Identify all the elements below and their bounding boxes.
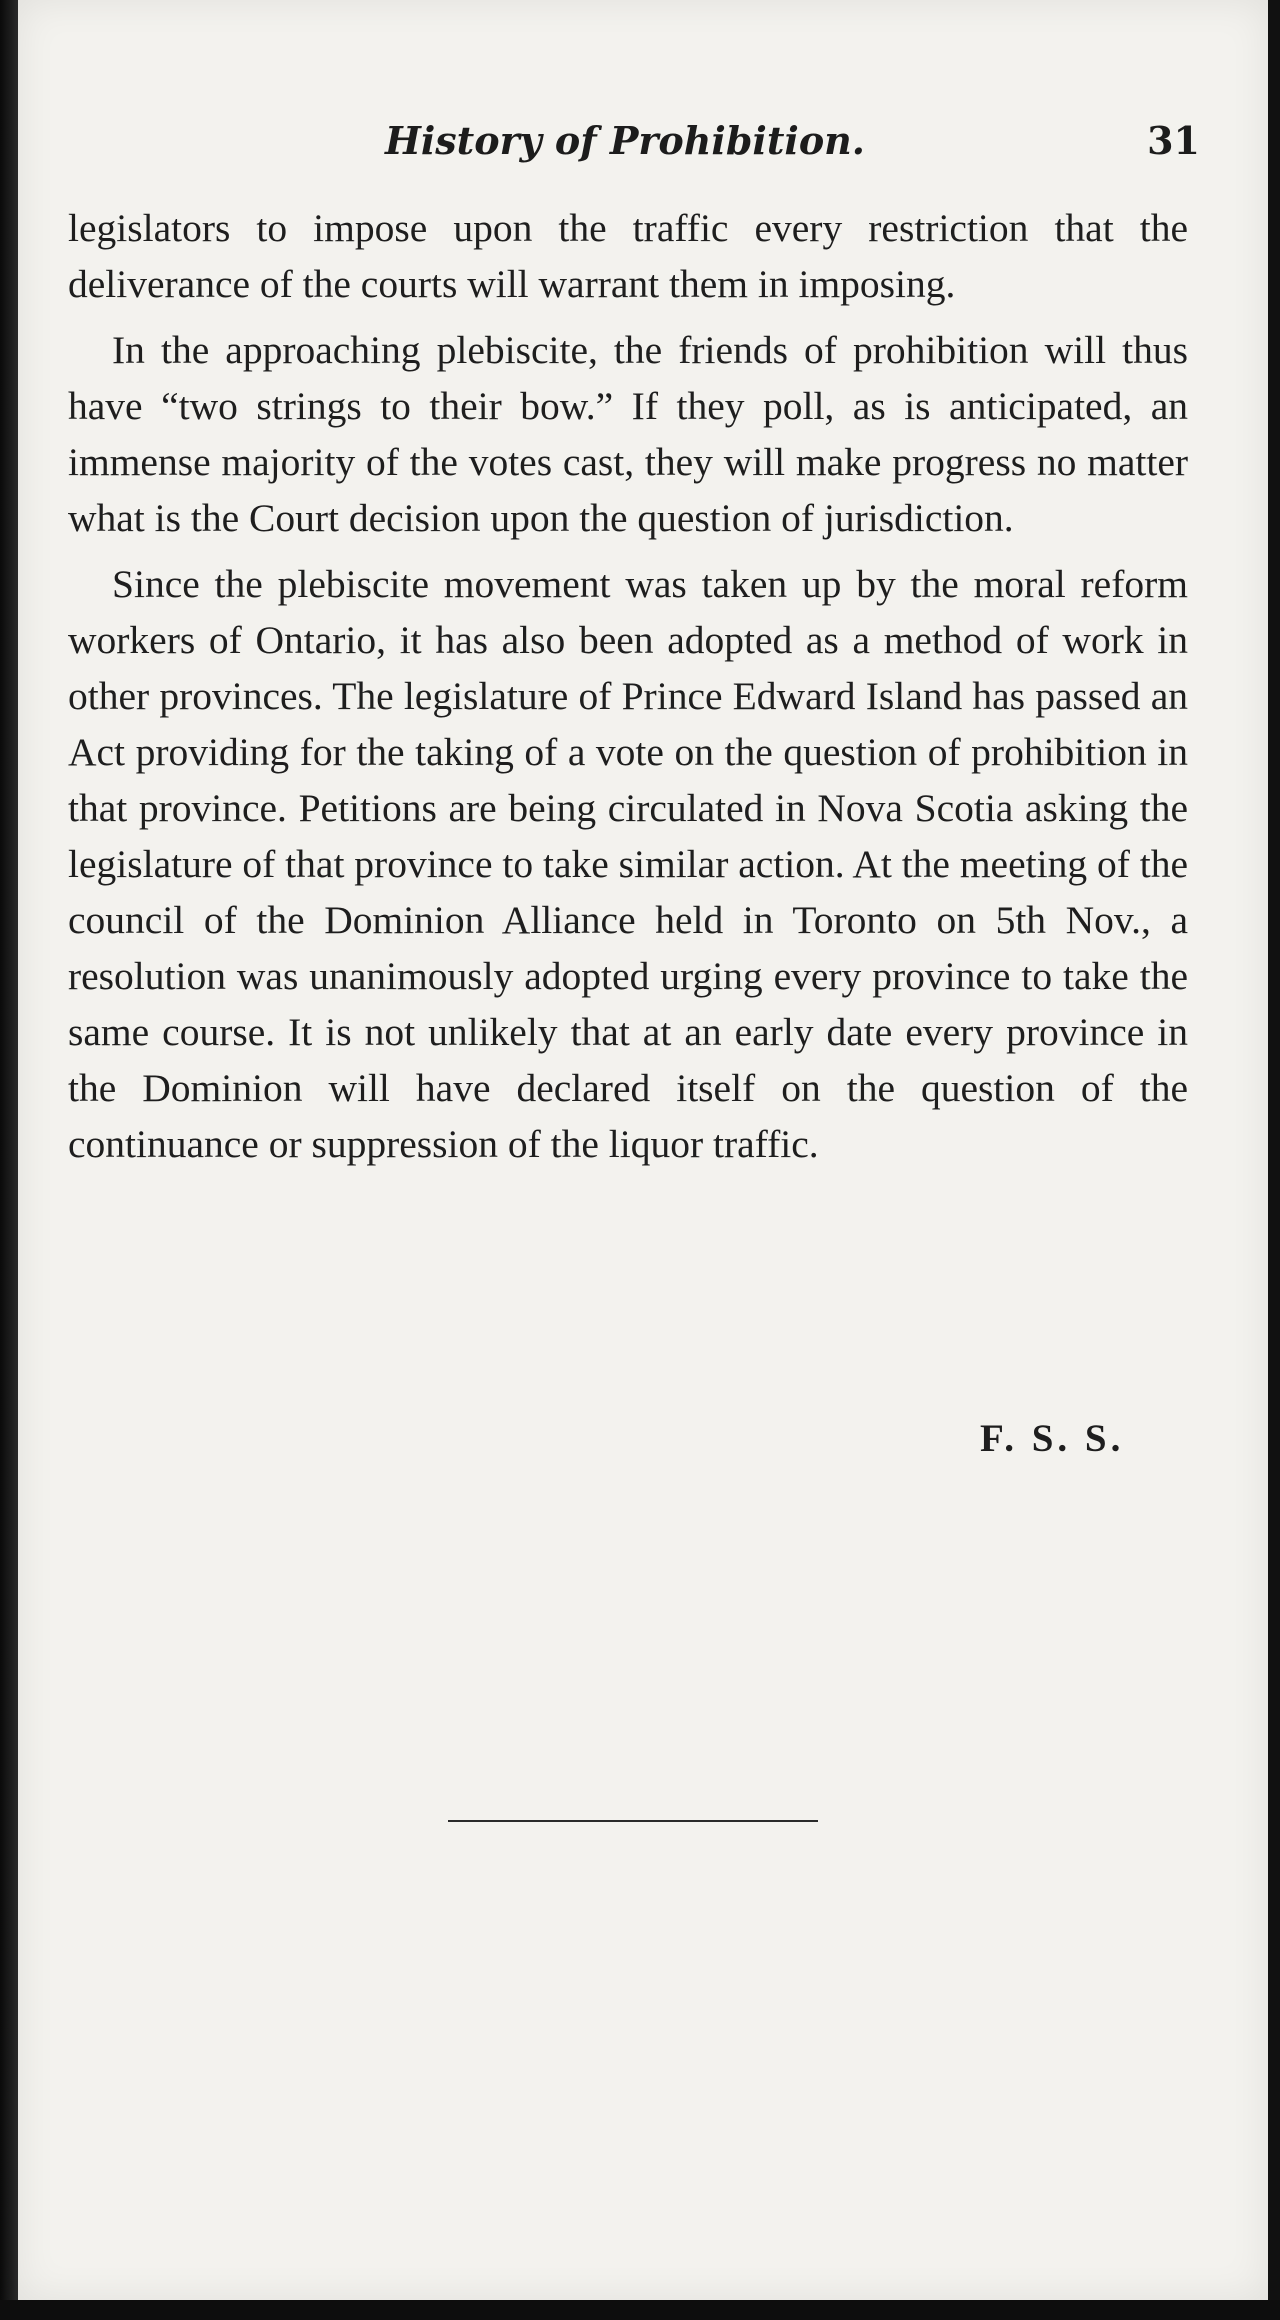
paragraph-continuation: legislators to impose upon the traffic every restriction that the deliverance of the courts will warrant them in imposing. — [68, 206, 1188, 306]
running-title: History of Prohibition. — [384, 118, 866, 163]
section-end-rule — [448, 1820, 818, 1822]
body-text — [68, 200, 1188, 1172]
author-signature: F. S. S. — [980, 1417, 1125, 1460]
running-head — [50, 118, 1200, 178]
book-spine-shadow — [0, 0, 18, 2320]
paragraph-plebiscite: In the approaching plebiscite, the friends of prohibition will thus have “two strings to their bow.” If they poll, as is anticipated, an immense majority of the votes cast, they will make progress no matter what is the Court decision upon the question of jurisdiction. — [68, 328, 1188, 540]
page-number: 31 — [1147, 118, 1200, 163]
scan-bottom-edge — [0, 2300, 1280, 2320]
paragraph-provinces: Since the plebiscite movement was taken up by the moral reform workers of Ontario, it has also been adopted as a method of work in other provinces. The legislature of Prince Edward Island has passed an Act providing for the taking of a vote on the question of prohibition in that province. Petitions are being circulated in Nova Scotia asking the legislature of that province to take similar action. At the meeting of the council of the Dominion Alliance held in Toronto on 5th Nov., a resolution was unanimously adopted urging every province to take the same course. It is not unlikely that at an early date every province in the Dominion will have declared itself on the question of the continuance or suppression of the liquor traffic. — [68, 562, 1188, 1166]
